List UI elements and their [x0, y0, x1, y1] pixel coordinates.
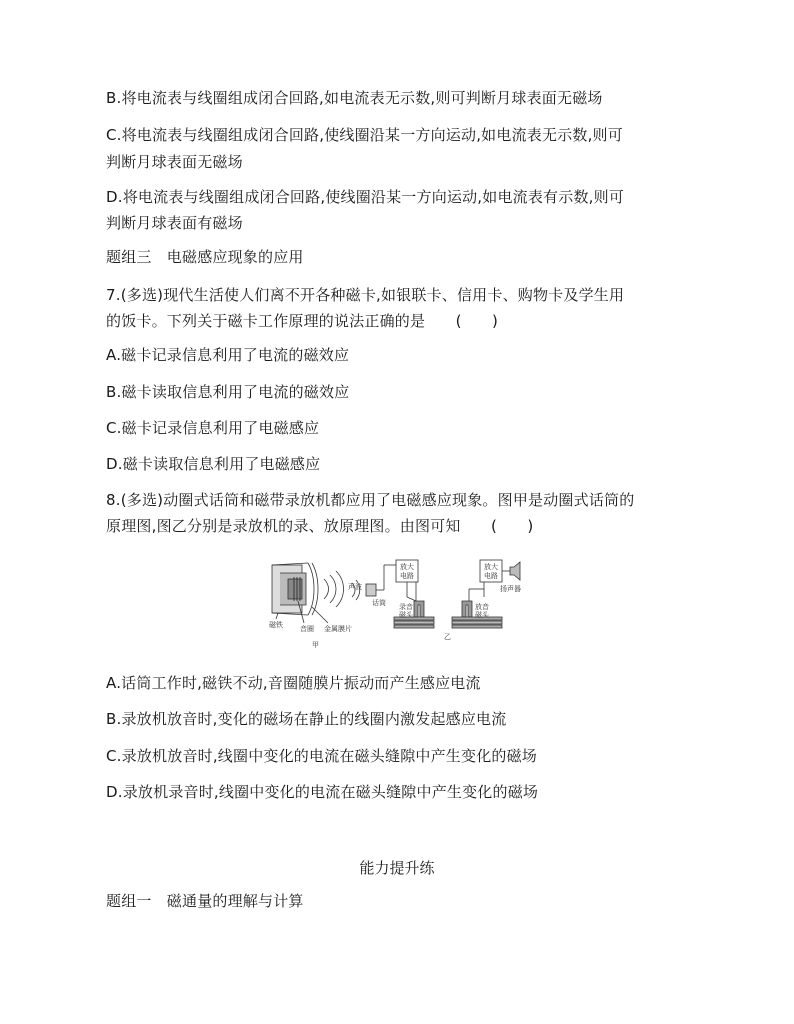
label-magnet: 磁铁	[269, 621, 283, 629]
q7-stem-line2: 的饭卡。下列关于磁卡工作原理的说法正确的是 ( )	[106, 312, 499, 330]
q6-option-d-line1: D.将电流表与线圈组成闭合回路,使线圈沿某一方向运动,如电流表有示数,则可	[106, 188, 625, 206]
q8-stem-line2: 原理图,图乙分别是录放机的录、放原理图。由图可知 ( )	[106, 517, 534, 535]
q8-figure	[266, 557, 530, 653]
label-amp1-l2: 电路	[400, 572, 414, 580]
label-amp2-l1: 放大	[484, 563, 498, 571]
q7-option-c: C.磁卡记录信息利用了电磁感应	[106, 419, 320, 437]
group-3-heading: 题组三 电磁感应现象的应用	[106, 248, 304, 266]
q7-option-a: A.磁卡记录信息利用了电流的磁效应	[106, 346, 350, 364]
q8-option-d: D.录放机录音时,线圈中变化的电流在磁头缝隙中产生变化的磁场	[106, 783, 539, 801]
q8-option-a: A.话筒工作时,磁铁不动,音圈随膜片振动而产生感应电流	[106, 674, 481, 692]
figure-jia	[272, 563, 344, 623]
figure-yi-recording	[352, 560, 434, 628]
section-heading: 能力提升练	[359, 859, 435, 877]
q6-option-c-line1: C.将电流表与线圈组成闭合回路,使线圈沿某一方向运动,如电流表无示数,则可	[106, 126, 623, 144]
label-jia: 甲	[312, 641, 319, 649]
label-diaphragm: 金属膜片	[324, 625, 352, 633]
q7-option-d: D.磁卡读取信息利用了电磁感应	[106, 455, 321, 473]
label-amp1-l1: 放大	[400, 563, 414, 571]
q8-option-c: C.录放机放音时,线圈中变化的电流在磁头缝隙中产生变化的磁场	[106, 747, 538, 765]
q8-option-b: B.录放机放音时,变化的磁场在静止的线圈内激发起感应电流	[106, 710, 507, 728]
label-mic: 话筒	[372, 599, 386, 607]
label-rec-head-l1: 录音	[399, 603, 413, 611]
label-play-head-l2: 磁头	[475, 611, 489, 619]
label-play-head-l1: 放音	[475, 603, 489, 611]
label-sound-wave: 声波	[348, 583, 362, 591]
microphone-and-tape-recorder-diagram	[266, 557, 530, 653]
label-speaker: 扬声器	[500, 585, 521, 593]
label-amp2-l2: 电路	[484, 572, 498, 580]
label-yi: 乙	[444, 633, 451, 641]
q6-option-d-line2: 判断月球表面有磁场	[106, 214, 243, 232]
q8-stem-line1: 8.(多选)动圈式话筒和磁带录放机都应用了电磁感应现象。图甲是动圈式话筒的	[106, 491, 635, 509]
group-1-heading: 题组一 磁通量的理解与计算	[106, 892, 304, 910]
label-rec-head-l2: 磁头	[399, 611, 413, 619]
q7-stem-line1: 7.(多选)现代生活使人们离不开各种磁卡,如银联卡、信用卡、购物卡及学生用	[106, 286, 625, 304]
q7-option-b: B.磁卡读取信息利用了电流的磁效应	[106, 383, 350, 401]
label-coil: 音圈	[300, 625, 314, 633]
q6-option-c-line2: 判断月球表面无磁场	[106, 153, 243, 171]
q6-option-b: B.将电流表与线圈组成闭合回路,如电流表无示数,则可判断月球表面无磁场	[106, 89, 603, 107]
